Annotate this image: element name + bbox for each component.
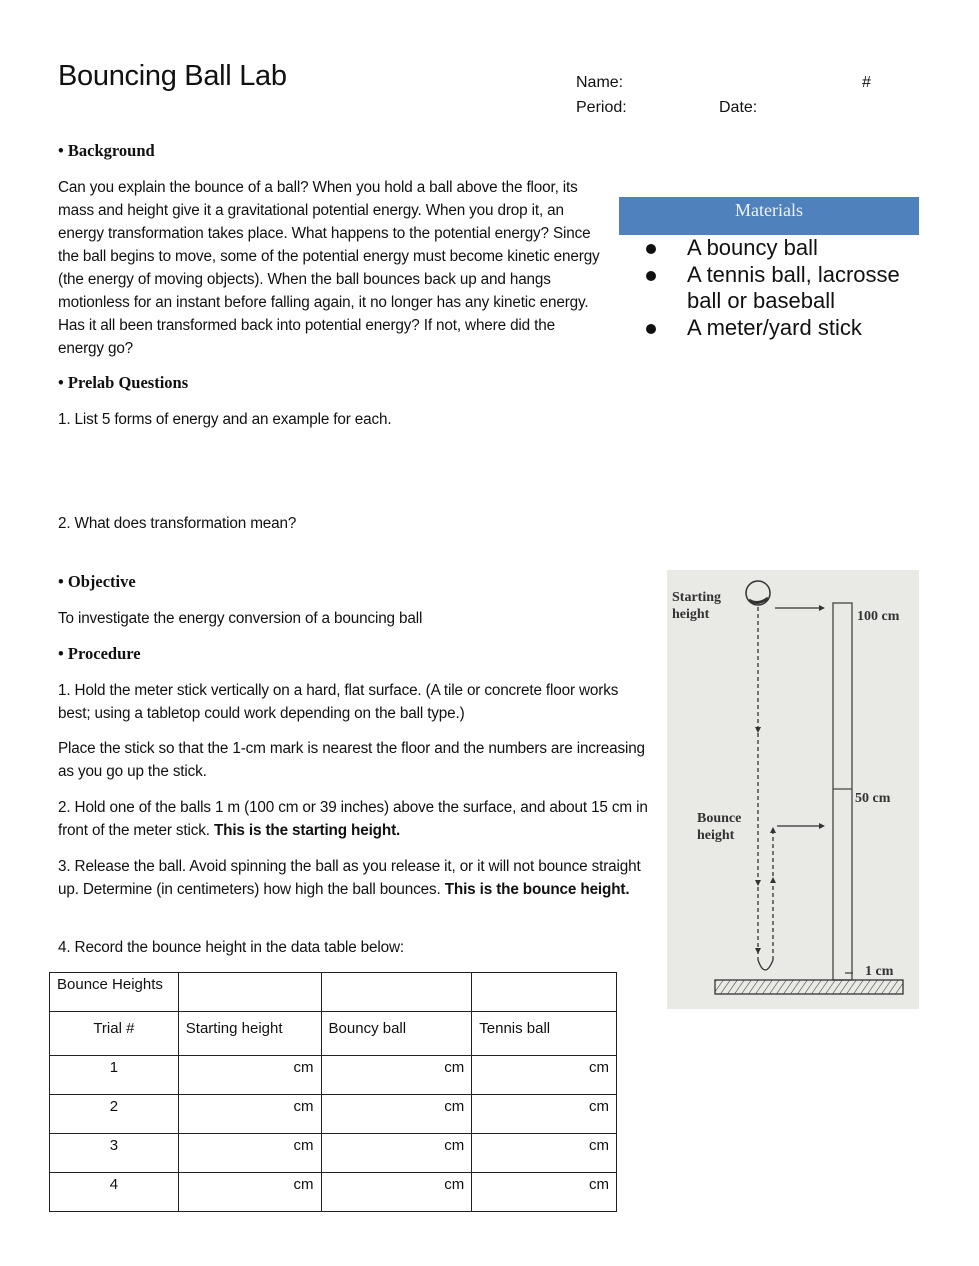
- prelab-question-1: 1. List 5 forms of energy and an example for each.: [58, 411, 392, 428]
- bouncy-ball-cell[interactable]: cm: [321, 1173, 472, 1212]
- tennis-ball-cell[interactable]: cm: [472, 1095, 617, 1134]
- table-cell[interactable]: [178, 973, 321, 1012]
- svg-text:100 cm: 100 cm: [857, 609, 900, 624]
- tennis-ball-cell[interactable]: cm: [472, 1134, 617, 1173]
- tennis-ball-cell[interactable]: cm: [472, 1056, 617, 1095]
- header-bouncy-ball: Bouncy ball: [321, 1012, 472, 1056]
- starting-height-cell[interactable]: cm: [178, 1095, 321, 1134]
- svg-text:Starting: Starting: [672, 590, 721, 605]
- materials-list: [619, 235, 919, 341]
- table-header-row: [50, 1012, 617, 1056]
- trial-number: 3: [50, 1134, 179, 1173]
- procedure-step-2: 2. Hold one of the balls 1 m (100 cm or 39 inches) above the surface, and about 15 cm in front of the meter stick. This is the starting height.: [58, 799, 648, 839]
- bullet-icon: [646, 271, 656, 281]
- svg-text:Bounce: Bounce: [697, 811, 742, 826]
- page-title: Bouncing Ball Lab: [58, 60, 287, 92]
- starting-height-cell[interactable]: cm: [178, 1173, 321, 1212]
- bullet-icon: [646, 244, 656, 254]
- trial-number: 1: [50, 1056, 179, 1095]
- table-row: [50, 1095, 617, 1134]
- objective-text: To investigate the energy conversion of a bouncing ball: [58, 610, 423, 627]
- starting-height-cell[interactable]: cm: [178, 1056, 321, 1095]
- table-row: [50, 1056, 617, 1095]
- procedure-heading: • Procedure: [58, 644, 141, 663]
- header-trial: Trial #: [50, 1012, 179, 1056]
- bouncy-ball-cell[interactable]: cm: [321, 1056, 472, 1095]
- header-starting-height: Starting height: [178, 1012, 321, 1056]
- header-tennis-ball: Tennis ball: [472, 1012, 617, 1056]
- bouncy-ball-cell[interactable]: cm: [321, 1095, 472, 1134]
- bounce-diagram-drawing: [667, 570, 919, 1009]
- number-label: #: [862, 74, 871, 91]
- objective-heading: • Objective: [58, 572, 136, 591]
- table-cell[interactable]: [472, 973, 617, 1012]
- svg-text:height: height: [672, 607, 710, 622]
- date-label: Date:: [719, 99, 758, 116]
- period-label: Period:: [576, 99, 627, 116]
- materials-item: A meter/yard stick: [619, 315, 919, 342]
- tennis-ball-cell[interactable]: cm: [472, 1173, 617, 1212]
- materials-heading: Materials: [619, 197, 919, 235]
- trial-number: 2: [50, 1095, 179, 1134]
- table-row: [50, 1134, 617, 1173]
- svg-text:height: height: [697, 828, 735, 843]
- bounce-diagram: [667, 570, 919, 1009]
- bullet-icon: [646, 324, 656, 334]
- materials-item: A tennis ball, lacrosse ball or baseball: [619, 262, 919, 315]
- prelab-heading: • Prelab Questions: [58, 373, 189, 392]
- materials-item: A bouncy ball: [619, 235, 919, 262]
- procedure-step-1b: Place the stick so that the 1-cm mark is nearest the floor and the numbers are increasing as you go up the stick.: [58, 740, 645, 780]
- trial-number: 4: [50, 1173, 179, 1212]
- prelab-question-2: 2. What does transformation mean?: [58, 515, 297, 532]
- procedure-step-4: 4. Record the bounce height in the data table below:: [58, 939, 404, 956]
- starting-height-cell[interactable]: cm: [178, 1134, 321, 1173]
- table-title: Bounce Heights: [50, 973, 179, 1012]
- bouncy-ball-cell[interactable]: cm: [321, 1134, 472, 1173]
- table-title-row: [50, 973, 617, 1012]
- table-cell[interactable]: [321, 973, 472, 1012]
- background-text: Can you explain the bounce of a ball? When you hold a ball above the floor, its mass and height give it a gravitational potential energy. When you drop it, an energy transformation takes place. What happens to the potential energy? Since the ball begins to move, some of the potential energy must become kinetic energy (the energy of moving objects). When the ball bounces back up and hangs motionless for an instant before falling again, it no longer has any kinetic energy. Has it all been transformed back into potential energy? If not, where did the energy go?: [58, 179, 600, 357]
- table-row: [50, 1173, 617, 1212]
- background-heading: • Background: [58, 141, 155, 160]
- bounce-heights-table: [49, 972, 617, 1212]
- svg-text:50 cm: 50 cm: [855, 791, 891, 806]
- procedure-step-3: 3. Release the ball. Avoid spinning the ball as you release it, or it will not bounce straight up. Determine (in centimeters) how high the ball bounces. This is the bounce height.: [58, 858, 641, 898]
- materials-box: [619, 197, 919, 341]
- procedure-step-1: 1. Hold the meter stick vertically on a hard, flat surface. (A tile or concrete floor works best; using a tabletop could work depending on the ball type.): [58, 682, 619, 722]
- svg-text:1 cm: 1 cm: [865, 964, 894, 979]
- name-label: Name:: [576, 74, 624, 91]
